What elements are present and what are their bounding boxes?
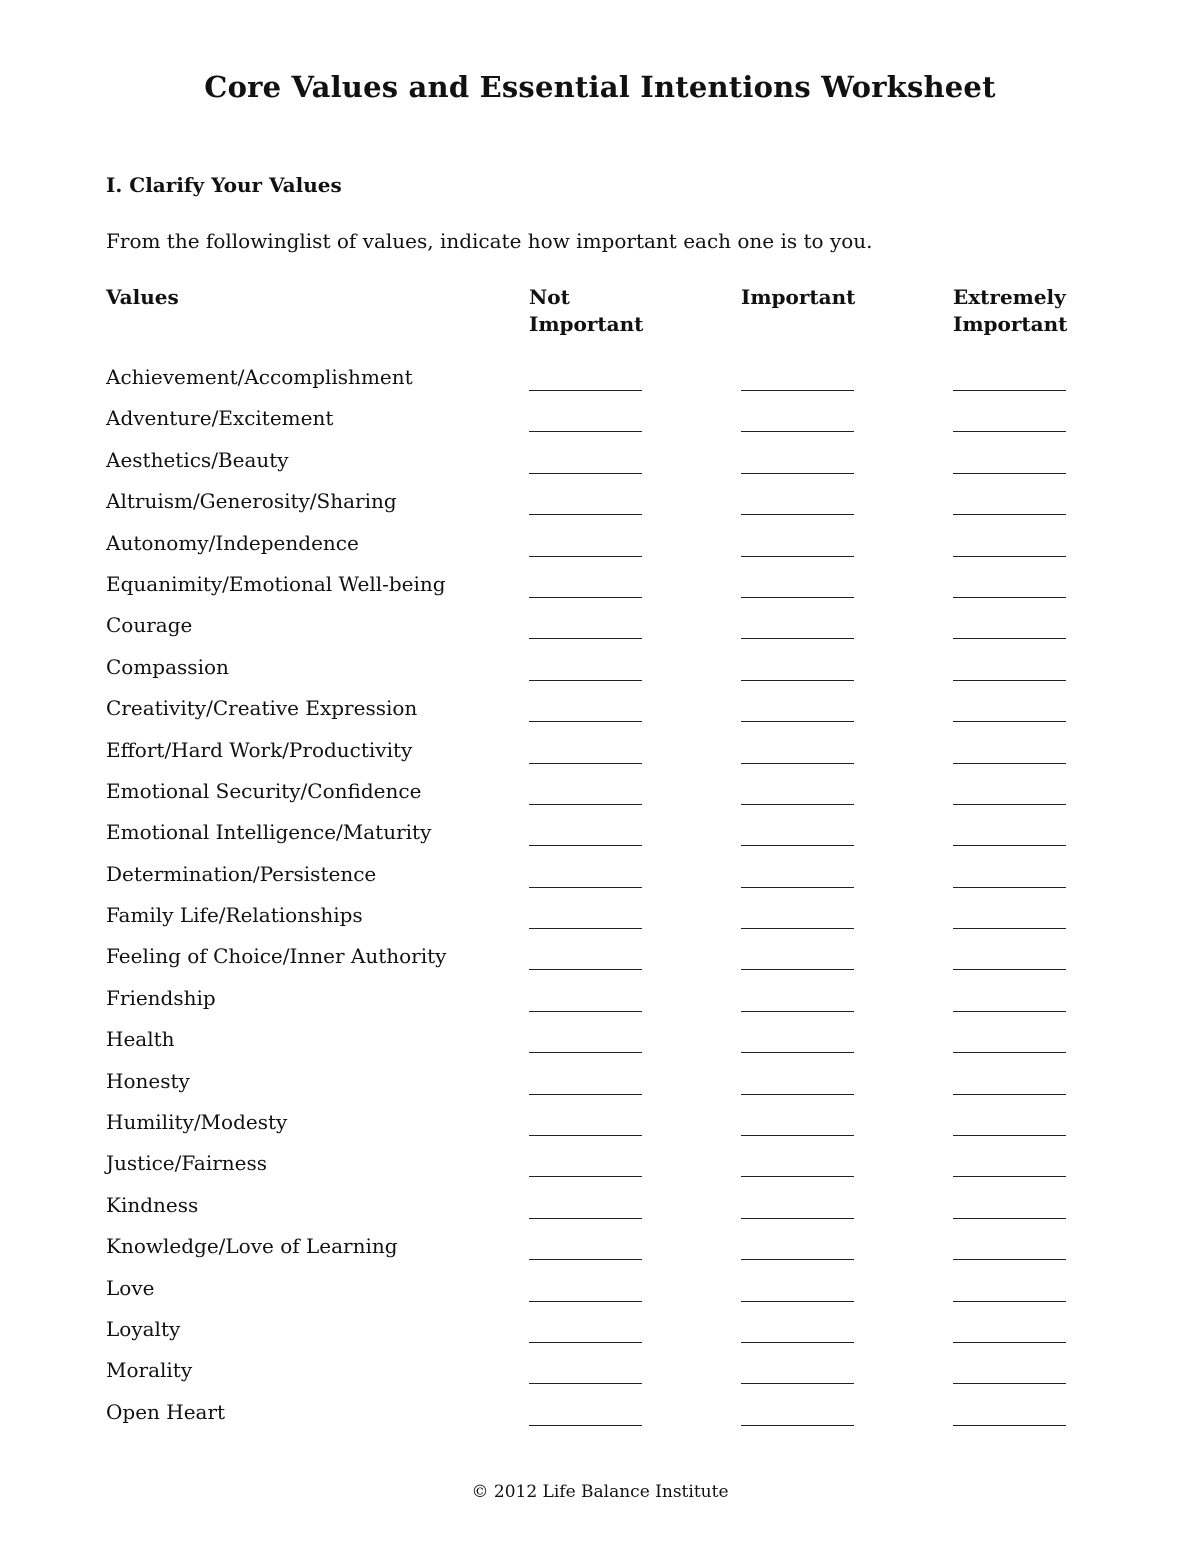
important-blank[interactable] — [741, 887, 854, 888]
not-important-blank[interactable] — [529, 1259, 642, 1260]
extremely-important-blank[interactable] — [953, 390, 1066, 391]
column-header-important-label: Important — [741, 285, 856, 309]
not-important-blank[interactable] — [529, 928, 642, 929]
value-label: Family Life/Relationships — [106, 903, 363, 928]
important-blank[interactable] — [741, 1301, 854, 1302]
column-header-not-important-line1: Not — [529, 285, 570, 309]
not-important-blank[interactable] — [529, 763, 642, 764]
important-blank[interactable] — [741, 1135, 854, 1136]
instructions-text: From the followinglist of values, indicate how important each one is to you. — [106, 229, 873, 253]
extremely-important-blank[interactable] — [953, 680, 1066, 681]
important-blank[interactable] — [741, 431, 854, 432]
value-label: Open Heart — [106, 1399, 226, 1424]
important-blank[interactable] — [741, 804, 854, 805]
important-blank[interactable] — [741, 597, 854, 598]
not-important-blank[interactable] — [529, 845, 642, 846]
not-important-blank[interactable] — [529, 1011, 642, 1012]
value-row — [0, 569, 1200, 610]
column-header-important — [741, 284, 855, 311]
not-important-blank[interactable] — [529, 473, 642, 474]
extremely-important-blank[interactable] — [953, 1259, 1066, 1260]
value-label: Love — [106, 1275, 155, 1300]
not-important-blank[interactable] — [529, 390, 642, 391]
value-label: Compassion — [106, 654, 229, 679]
extremely-important-blank[interactable] — [953, 1176, 1066, 1177]
important-blank[interactable] — [741, 1425, 854, 1426]
column-header-extremely-important-line2: Important — [953, 312, 1068, 336]
extremely-important-blank[interactable] — [953, 1342, 1066, 1343]
extremely-important-blank[interactable] — [953, 887, 1066, 888]
extremely-important-blank[interactable] — [953, 638, 1066, 639]
value-row — [0, 941, 1200, 982]
section-heading: I. Clarify Your Values — [106, 173, 342, 197]
value-label: Adventure/Excitement — [106, 406, 334, 431]
copyright-footer: © 2012 Life Balance Institute — [471, 1482, 729, 1502]
value-label: Health — [106, 1027, 175, 1052]
extremely-important-blank[interactable] — [953, 556, 1066, 557]
value-row — [0, 1190, 1200, 1231]
not-important-blank[interactable] — [529, 1135, 642, 1136]
extremely-important-blank[interactable] — [953, 804, 1066, 805]
not-important-blank[interactable] — [529, 556, 642, 557]
important-blank[interactable] — [741, 928, 854, 929]
value-label: Altruism/Generosity/Sharing — [106, 489, 397, 514]
value-row — [0, 445, 1200, 486]
page-title: Core Values and Essential Intentions Worksheet — [204, 70, 996, 104]
value-label: Feeling of Choice/Inner Authority — [106, 944, 447, 969]
value-label: Justice/Fairness — [106, 1151, 268, 1176]
not-important-blank[interactable] — [529, 597, 642, 598]
column-header-extremely-important — [953, 284, 1067, 338]
important-blank[interactable] — [741, 1094, 854, 1095]
value-label: Determination/Persistence — [106, 861, 377, 886]
value-label: Emotional Intelligence/Maturity — [106, 820, 432, 845]
value-row — [0, 693, 1200, 734]
value-row — [0, 817, 1200, 858]
not-important-blank[interactable] — [529, 969, 642, 970]
value-label: Friendship — [106, 985, 216, 1010]
value-row — [0, 1273, 1200, 1314]
important-blank[interactable] — [741, 1218, 854, 1219]
value-label: Autonomy/Independence — [106, 530, 359, 555]
value-row — [0, 735, 1200, 776]
value-row — [0, 776, 1200, 817]
value-row — [0, 362, 1200, 403]
value-row — [0, 610, 1200, 651]
extremely-important-blank[interactable] — [953, 431, 1066, 432]
extremely-important-blank[interactable] — [953, 514, 1066, 515]
not-important-blank[interactable] — [529, 887, 642, 888]
extremely-important-blank[interactable] — [953, 1094, 1066, 1095]
extremely-important-blank[interactable] — [953, 1135, 1066, 1136]
important-blank[interactable] — [741, 1052, 854, 1053]
not-important-blank[interactable] — [529, 804, 642, 805]
extremely-important-blank[interactable] — [953, 597, 1066, 598]
extremely-important-blank[interactable] — [953, 969, 1066, 970]
value-row — [0, 900, 1200, 941]
column-header-not-important-line2: Important — [529, 312, 644, 336]
value-row — [0, 1231, 1200, 1272]
extremely-important-blank[interactable] — [953, 1383, 1066, 1384]
value-label: Knowledge/Love of Learning — [106, 1234, 398, 1259]
value-row — [0, 652, 1200, 693]
value-row — [0, 528, 1200, 569]
value-label: Honesty — [106, 1068, 190, 1093]
column-header-values-label: Values — [106, 285, 179, 309]
not-important-blank[interactable] — [529, 638, 642, 639]
important-blank[interactable] — [741, 1342, 854, 1343]
extremely-important-blank[interactable] — [953, 1425, 1066, 1426]
important-blank[interactable] — [741, 514, 854, 515]
important-blank[interactable] — [741, 721, 854, 722]
extremely-important-blank[interactable] — [953, 721, 1066, 722]
extremely-important-blank[interactable] — [953, 473, 1066, 474]
value-row — [0, 1397, 1200, 1438]
extremely-important-blank[interactable] — [953, 928, 1066, 929]
value-row — [0, 1024, 1200, 1065]
not-important-blank[interactable] — [529, 1218, 642, 1219]
important-blank[interactable] — [741, 556, 854, 557]
important-blank[interactable] — [741, 845, 854, 846]
value-label: Humility/Modesty — [106, 1110, 288, 1135]
not-important-blank[interactable] — [529, 1176, 642, 1177]
extremely-important-blank[interactable] — [953, 1218, 1066, 1219]
value-row — [0, 859, 1200, 900]
important-blank[interactable] — [741, 638, 854, 639]
extremely-important-blank[interactable] — [953, 845, 1066, 846]
important-blank[interactable] — [741, 680, 854, 681]
value-label: Aesthetics/Beauty — [106, 447, 289, 472]
value-label: Kindness — [106, 1192, 199, 1217]
value-label: Creativity/Creative Expression — [106, 696, 418, 721]
values-list — [0, 362, 1200, 1438]
not-important-blank[interactable] — [529, 1425, 642, 1426]
important-blank[interactable] — [741, 1011, 854, 1012]
important-blank[interactable] — [741, 763, 854, 764]
not-important-blank[interactable] — [529, 1383, 642, 1384]
value-label: Effort/Hard Work/Productivity — [106, 737, 413, 762]
extremely-important-blank[interactable] — [953, 1011, 1066, 1012]
value-row — [0, 1148, 1200, 1189]
important-blank[interactable] — [741, 1259, 854, 1260]
important-blank[interactable] — [741, 1176, 854, 1177]
important-blank[interactable] — [741, 1383, 854, 1384]
value-row — [0, 983, 1200, 1024]
value-label: Achievement/Accomplishment — [106, 365, 413, 389]
not-important-blank[interactable] — [529, 1301, 642, 1302]
important-blank[interactable] — [741, 473, 854, 474]
value-label: Morality — [106, 1358, 193, 1383]
not-important-blank[interactable] — [529, 1342, 642, 1343]
value-label: Emotional Security/Confidence — [106, 778, 422, 803]
value-row — [0, 1107, 1200, 1148]
important-blank[interactable] — [741, 969, 854, 970]
not-important-blank[interactable] — [529, 431, 642, 432]
value-row — [0, 486, 1200, 527]
column-header-extremely-important-line1: Extremely — [953, 285, 1066, 309]
value-row — [0, 1066, 1200, 1107]
important-blank[interactable] — [741, 390, 854, 391]
not-important-blank[interactable] — [529, 514, 642, 515]
value-row — [0, 1314, 1200, 1355]
column-header-not-important — [529, 284, 643, 338]
value-label: Equanimity/Emotional Well-being — [106, 571, 446, 596]
extremely-important-blank[interactable] — [953, 763, 1066, 764]
value-row — [0, 403, 1200, 444]
not-important-blank[interactable] — [529, 1052, 642, 1053]
value-row — [0, 1355, 1200, 1396]
extremely-important-blank[interactable] — [953, 1052, 1066, 1053]
value-label: Loyalty — [106, 1316, 181, 1341]
extremely-important-blank[interactable] — [953, 1301, 1066, 1302]
not-important-blank[interactable] — [529, 680, 642, 681]
not-important-blank[interactable] — [529, 1094, 642, 1095]
not-important-blank[interactable] — [529, 721, 642, 722]
value-label: Courage — [106, 613, 193, 638]
column-header-values — [106, 284, 179, 311]
